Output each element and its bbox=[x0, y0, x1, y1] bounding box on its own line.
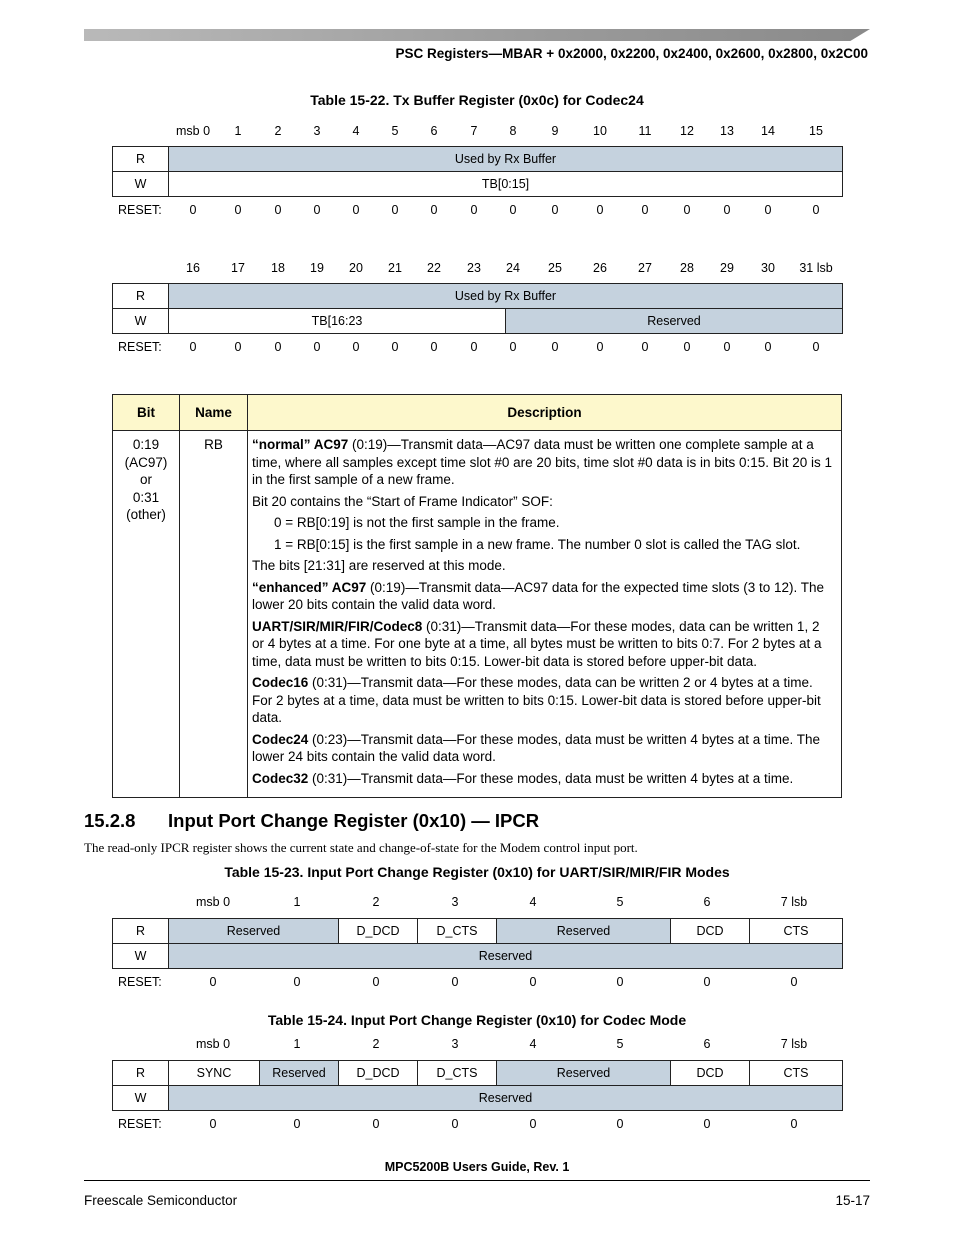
reset-value-3: 0 bbox=[451, 1117, 459, 1131]
running-title: PSC Registers—MBAR + 0x2000, 0x2200, 0x2400, 0x2600, 0x2800, 0x2C00 bbox=[395, 46, 868, 61]
reset-label: RESET: bbox=[118, 203, 162, 217]
read-row-label: R bbox=[113, 1061, 169, 1086]
bit-number-2: 2 bbox=[372, 895, 380, 909]
reset-value-13: 0 bbox=[723, 203, 731, 217]
description-paragraph bbox=[252, 436, 835, 489]
reset-value-1: 0 bbox=[234, 203, 242, 217]
reset-value-4: 0 bbox=[529, 1117, 537, 1131]
read-field-rx-buffer: Used by Rx Buffer bbox=[169, 284, 843, 309]
bit-number-8: 24 bbox=[506, 261, 520, 275]
mode-name: UART/SIR/MIR/FIR/Codec8 bbox=[252, 618, 423, 634]
bit-number-5: 5 bbox=[616, 895, 624, 909]
bit-number-10: 10 bbox=[593, 124, 607, 138]
description-text: (0:19)—Transmit data—AC97 data must be written one complete sample at a time, where all samples except time slot #0 are 20 bits, time slot #0 data is in bits 0:15. Bit 20 is 1 in the first sample of a new frame. bbox=[252, 437, 833, 487]
read-field-reserved: Reserved bbox=[497, 919, 671, 944]
description-text: (0:31)—Transmit data—For these modes, data can be written 2 or 4 bytes at a time. For 2 bytes at a time, data must be written to bits 0:15. Lower-bit data is stored before upper-bit data. bbox=[252, 675, 821, 725]
description-paragraph bbox=[252, 514, 835, 532]
reset-value-15: 0 bbox=[812, 340, 820, 354]
bit-number-4: 4 bbox=[352, 124, 360, 138]
reset-label: RESET: bbox=[118, 340, 162, 354]
mode-name: Codec32 bbox=[252, 770, 309, 786]
reset-value-2: 0 bbox=[274, 340, 282, 354]
read-row-label: R bbox=[113, 147, 169, 172]
rb-description-table bbox=[112, 394, 842, 798]
bit-number-11: 11 bbox=[638, 124, 652, 138]
footer-page-number: 15-17 bbox=[835, 1193, 870, 1208]
bit-number-0: 16 bbox=[186, 261, 200, 275]
reset-value-0: 0 bbox=[189, 340, 197, 354]
reset-value-5: 0 bbox=[616, 1117, 624, 1131]
write-field-tb-16-23: TB[16:23 bbox=[169, 309, 506, 334]
reset-value-9: 0 bbox=[551, 340, 559, 354]
bit-line: 0:31 bbox=[132, 489, 160, 505]
read-field-reserved: Reserved bbox=[260, 1061, 339, 1086]
mode-name: “enhanced” AC97 bbox=[252, 579, 367, 595]
reset-value-1: 0 bbox=[234, 340, 242, 354]
description-text: (0:19)—Transmit data—AC97 data for the expected time slots (3 to 12). The lower 20 bits contain the valid data word. bbox=[252, 579, 825, 612]
description-paragraph bbox=[252, 557, 835, 575]
name-cell: RB bbox=[180, 431, 248, 798]
reset-value-6: 0 bbox=[703, 975, 711, 989]
section-number: 15.2.8 bbox=[84, 810, 136, 831]
bit-number-7: 7 lsb bbox=[780, 895, 808, 909]
mode-name: “normal” AC97 bbox=[252, 437, 349, 452]
description-text: Bit 20 contains the “Start of Frame Indicator” SOF: bbox=[252, 493, 553, 509]
write-field-reserved: Reserved bbox=[169, 1086, 843, 1111]
bit-number-3: 3 bbox=[313, 124, 321, 138]
reset-value-1: 0 bbox=[293, 1117, 301, 1131]
read-field-cts: CTS bbox=[750, 1061, 843, 1086]
bit-number-7: 23 bbox=[467, 261, 481, 275]
bit-number-7: 7 bbox=[470, 124, 478, 138]
read-field-d-dcd: D_DCD bbox=[339, 1061, 418, 1086]
table-23-caption: Table 15-23. Input Port Change Register (0x10) for UART/SIR/MIR/FIR Modes bbox=[224, 864, 730, 880]
bit-number-6: 6 bbox=[703, 1037, 711, 1051]
read-field-reserved: Reserved bbox=[169, 919, 339, 944]
bit-number-1: 1 bbox=[234, 124, 242, 138]
reset-value-12: 0 bbox=[683, 340, 691, 354]
read-field-d-dcd: D_DCD bbox=[339, 919, 418, 944]
reset-value-0: 0 bbox=[209, 1117, 217, 1131]
read-field-dcd: DCD bbox=[671, 919, 750, 944]
bit-number-12: 28 bbox=[680, 261, 694, 275]
description-paragraph bbox=[252, 536, 835, 554]
bit-number-14: 30 bbox=[761, 261, 775, 275]
reset-value-3: 0 bbox=[451, 975, 459, 989]
table-22-upper-register bbox=[112, 146, 843, 197]
write-row-label: W bbox=[113, 1086, 169, 1111]
reset-label: RESET: bbox=[118, 975, 162, 989]
table-22-lower-register bbox=[112, 283, 843, 334]
reset-value-0: 0 bbox=[189, 203, 197, 217]
description-text: The bits [21:31] are reserved at this mode. bbox=[252, 558, 506, 573]
read-field-rx-buffer: Used by Rx Buffer bbox=[169, 147, 843, 172]
read-row-label: R bbox=[113, 919, 169, 944]
bit-number-6: 6 bbox=[430, 124, 438, 138]
reset-value-4: 0 bbox=[352, 340, 360, 354]
bit-number-4: 4 bbox=[529, 895, 537, 909]
footer-company: Freescale Semiconductor bbox=[84, 1193, 238, 1208]
table-23-register bbox=[112, 918, 843, 969]
reset-label: RESET: bbox=[118, 1117, 162, 1131]
section-body-text: The read-only IPCR register shows the current state and change-of-state for the Modem control input port. bbox=[84, 840, 638, 855]
reset-value-13: 0 bbox=[723, 340, 731, 354]
reset-value-11: 0 bbox=[641, 340, 649, 354]
bit-number-5: 5 bbox=[616, 1037, 624, 1051]
bit-number-13: 13 bbox=[720, 124, 734, 138]
bit-number-14: 14 bbox=[761, 124, 775, 138]
description-paragraph bbox=[252, 731, 835, 766]
bit-number-15: 31 lsb bbox=[799, 261, 833, 275]
reset-value-5: 0 bbox=[616, 975, 624, 989]
reset-value-1: 0 bbox=[293, 975, 301, 989]
reset-value-15: 0 bbox=[812, 203, 820, 217]
read-field-sync: SYNC bbox=[169, 1061, 260, 1086]
read-field-d-cts: D_CTS bbox=[418, 1061, 497, 1086]
bit-number-0: msb 0 bbox=[195, 1037, 231, 1051]
footer-doc-title: MPC5200B Users Guide, Rev. 1 bbox=[384, 1160, 570, 1174]
header-name: Name bbox=[180, 395, 248, 431]
description-paragraph bbox=[252, 770, 835, 788]
write-row-label: W bbox=[113, 309, 169, 334]
read-field-d-cts: D_CTS bbox=[418, 919, 497, 944]
reset-value-8: 0 bbox=[509, 203, 517, 217]
bit-number-10: 26 bbox=[593, 261, 607, 275]
reset-value-5: 0 bbox=[391, 203, 399, 217]
bit-number-2: 2 bbox=[274, 124, 282, 138]
reset-value-4: 0 bbox=[529, 975, 537, 989]
reset-value-14: 0 bbox=[764, 203, 772, 217]
table-24-register bbox=[112, 1060, 843, 1111]
reset-value-2: 0 bbox=[372, 975, 380, 989]
reset-value-3: 0 bbox=[313, 203, 321, 217]
table-24-caption: Table 15-24. Input Port Change Register (0x10) for Codec Mode bbox=[267, 1012, 687, 1028]
read-field-cts: CTS bbox=[750, 919, 843, 944]
header-description: Description bbox=[248, 395, 842, 431]
section-heading bbox=[84, 810, 539, 832]
reset-value-10: 0 bbox=[596, 340, 604, 354]
description-text: 1 = RB[0:15] is the first sample in a new frame. The number 0 slot is called the TAG slot. bbox=[274, 536, 801, 552]
mode-name: Codec16 bbox=[252, 675, 309, 690]
reset-value-6: 0 bbox=[430, 340, 438, 354]
write-field-tb-0-15: TB[0:15] bbox=[169, 172, 843, 197]
mode-name: Codec24 bbox=[252, 731, 309, 747]
bit-number-4: 20 bbox=[349, 261, 363, 275]
bit-number-15: 15 bbox=[809, 124, 823, 138]
description-text: (0:31)—Transmit data—For these modes, data must be written 4 bytes at a time. bbox=[308, 770, 794, 786]
reset-value-6: 0 bbox=[703, 1117, 711, 1131]
table-22-caption: Table 15-22. Tx Buffer Register (0x0c) for Codec24 bbox=[310, 92, 644, 108]
reset-value-0: 0 bbox=[209, 975, 217, 989]
bit-line: (AC97) bbox=[124, 454, 168, 470]
footer-rule bbox=[84, 1180, 870, 1181]
reset-value-2: 0 bbox=[274, 203, 282, 217]
header-bar bbox=[84, 29, 870, 41]
bit-number-3: 19 bbox=[310, 261, 324, 275]
bit-number-7: 7 lsb bbox=[780, 1037, 808, 1051]
reset-value-7: 0 bbox=[470, 340, 478, 354]
bit-line: or bbox=[139, 472, 152, 487]
write-field-reserved: Reserved bbox=[506, 309, 843, 334]
bit-number-9: 9 bbox=[551, 124, 559, 138]
bit-number-3: 3 bbox=[451, 1037, 459, 1051]
reset-value-14: 0 bbox=[764, 340, 772, 354]
bit-cell bbox=[113, 431, 180, 798]
reset-value-9: 0 bbox=[551, 203, 559, 217]
description-cell bbox=[248, 431, 842, 798]
bit-number-8: 8 bbox=[509, 124, 517, 138]
reset-value-4: 0 bbox=[352, 203, 360, 217]
bit-number-2: 18 bbox=[271, 261, 285, 275]
bit-number-0: msb 0 bbox=[175, 124, 211, 138]
write-field-reserved: Reserved bbox=[169, 944, 843, 969]
bit-number-13: 29 bbox=[720, 261, 734, 275]
bit-number-1: 17 bbox=[231, 261, 245, 275]
description-paragraph bbox=[252, 493, 835, 511]
bit-number-6: 6 bbox=[703, 895, 711, 909]
bit-number-1: 1 bbox=[293, 895, 301, 909]
reset-value-7: 0 bbox=[470, 203, 478, 217]
reset-value-6: 0 bbox=[430, 203, 438, 217]
bit-number-3: 3 bbox=[451, 895, 459, 909]
read-field-dcd: DCD bbox=[671, 1061, 750, 1086]
reset-value-7: 0 bbox=[790, 1117, 798, 1131]
header-bit: Bit bbox=[113, 395, 180, 431]
reset-value-11: 0 bbox=[641, 203, 649, 217]
bit-number-5: 21 bbox=[388, 261, 402, 275]
reset-value-5: 0 bbox=[391, 340, 399, 354]
reset-value-2: 0 bbox=[372, 1117, 380, 1131]
bit-line: 0:19 bbox=[132, 437, 160, 452]
bit-number-1: 1 bbox=[293, 1037, 301, 1051]
read-field-reserved: Reserved bbox=[497, 1061, 671, 1086]
description-text: 0 = RB[0:19] is not the first sample in the frame. bbox=[274, 515, 560, 530]
bit-number-5: 5 bbox=[391, 124, 399, 138]
reset-value-7: 0 bbox=[790, 975, 798, 989]
write-row-label: W bbox=[113, 944, 169, 969]
description-text: (0:31)—Transmit data—For these modes, data can be written 1, 2 or 4 bytes at a time. For one byte at a time, all bytes must be written to bits 0:7. For 2 bytes at a time, data must be written to bits 0:15. Lower-bit data is stored before upper-bit data. bbox=[252, 618, 822, 669]
reset-value-12: 0 bbox=[683, 203, 691, 217]
write-row-label: W bbox=[113, 172, 169, 197]
bit-number-11: 27 bbox=[638, 261, 652, 275]
bit-line: (other) bbox=[126, 507, 166, 522]
bit-number-6: 22 bbox=[427, 261, 441, 275]
bit-number-12: 12 bbox=[680, 124, 694, 138]
bit-number-4: 4 bbox=[529, 1037, 537, 1051]
description-text: (0:23)—Transmit data—For these modes, data must be written 4 bytes at a time. The lower 24 bits contain the valid data word. bbox=[252, 731, 821, 764]
reset-value-10: 0 bbox=[596, 203, 604, 217]
description-paragraph bbox=[252, 579, 835, 614]
section-title: Input Port Change Register (0x10) — IPCR bbox=[168, 810, 540, 831]
description-paragraph bbox=[252, 618, 835, 671]
bit-number-2: 2 bbox=[372, 1037, 380, 1051]
bit-number-0: msb 0 bbox=[195, 895, 231, 909]
reset-value-8: 0 bbox=[509, 340, 517, 354]
bit-number-9: 25 bbox=[548, 261, 562, 275]
read-row-label: R bbox=[113, 284, 169, 309]
reset-value-3: 0 bbox=[313, 340, 321, 354]
description-paragraph bbox=[252, 674, 835, 727]
